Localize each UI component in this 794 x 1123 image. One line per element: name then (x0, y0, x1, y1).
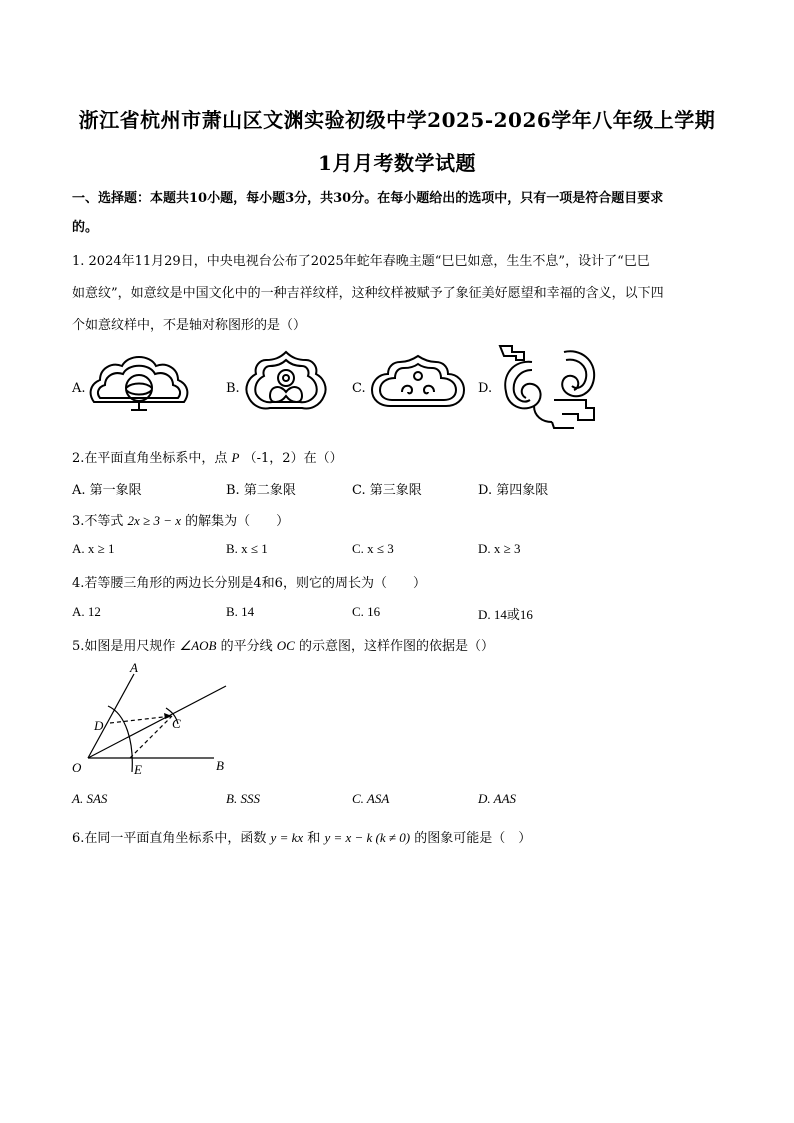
ray-oc (88, 686, 226, 758)
ruyi-pattern-d-image (494, 342, 606, 432)
q4-option-c: C. 16 (352, 604, 381, 619)
question-2 (72, 447, 343, 466)
q6-function-1: y = kx (270, 830, 304, 845)
q6-function-2: y = x − k (k ≠ 0) (324, 830, 411, 845)
ruyi-pattern-a-image (86, 350, 192, 420)
q3-stem-post: 的解集为（ ） (185, 514, 290, 529)
label-d: D (94, 718, 104, 733)
q3-stem-pre: 3.不等式 (72, 514, 124, 529)
q1-option-a-label: A. (72, 381, 86, 396)
doc-title-line2: 1月月考数学试题 (318, 151, 476, 175)
label-b: B (216, 758, 224, 773)
q6-stem-post: 的图象可能是（ ） (414, 831, 532, 846)
q2-stem-post: （-1，2）在（） (243, 451, 343, 466)
q5-option-a: A. SAS (72, 791, 108, 806)
q4-option-b: B. 14 (226, 604, 255, 619)
arrow-head (164, 713, 172, 719)
question-6 (72, 827, 531, 846)
q2-stem-pre: 2.在平面直角坐标系中，点 (72, 451, 228, 466)
q2-option-a: A. 第一象限 (72, 483, 142, 498)
question-4: 4.若等腰三角形的两边长分别是4和6，则它的周长为（ ） (72, 576, 426, 591)
question-1-line3: 个如意纹样中，不是轴对称图形的是（） (72, 318, 307, 333)
label-c: C (172, 716, 181, 731)
q5-option-b: B. SSS (226, 791, 260, 806)
q5-stem-pre: 5.如图是用尺规作 (72, 639, 176, 654)
angle-bisector-figure (68, 660, 238, 782)
ruyi-pattern-c-image (366, 352, 470, 418)
q2-point-label: P (231, 450, 240, 465)
section-heading-cont: 的。 (72, 220, 99, 235)
q3-option-b: B. x ≤ 1 (226, 541, 268, 556)
question-1-line1: 1. 2024年11月29日，中央电视台公布了2025年蛇年春晚主题“巳巳如意，生生不息”，设计了“巳巳 (72, 254, 650, 269)
doc-title-line1: 浙江省杭州市萧山区文渊实验初级中学2025-2026学年八年级上学期 (78, 108, 716, 132)
q5-angle: ∠AOB (179, 638, 217, 653)
q3-inequality: 2x ≥ 3 − x (127, 513, 181, 528)
q5-bisector-label: OC (276, 638, 295, 653)
label-a: A (130, 660, 138, 675)
q6-and: 和 (307, 831, 321, 846)
question-5 (72, 635, 494, 654)
q5-option-d: D. AAS (478, 791, 517, 806)
q5-option-c: C. ASA (352, 791, 390, 806)
q2-option-b: B. 第二象限 (226, 483, 296, 498)
ruyi-pattern-b-image (240, 348, 332, 422)
q1-option-b-label: B. (226, 381, 240, 396)
q4-option-a: A. 12 (72, 604, 101, 619)
q3-option-a: A. x ≥ 1 (72, 541, 115, 556)
q2-option-d: D. 第四象限 (478, 483, 549, 498)
section-heading: 一、选择题：本题共10小题，每小题3分，共30分。在每小题给出的选项中，只有一项是符合题目要求 (72, 191, 664, 206)
dashed-ec (130, 716, 172, 758)
q4-option-d: D. 14或16 (478, 607, 533, 622)
q3-option-c: C. x ≤ 3 (352, 541, 394, 556)
question-3 (72, 510, 289, 529)
q1-option-d-label: D. (478, 381, 493, 396)
question-1-line2: 如意纹”，如意纹是中国文化中的一种吉祥纹样，这种纹样被赋予了象征美好愿望和幸福的含义，以下四 (72, 286, 664, 301)
q6-stem-pre: 6.在同一平面直角坐标系中，函数 (72, 831, 267, 846)
q5-stem-mid: 的平分线 (220, 639, 273, 654)
label-o: O (72, 760, 82, 775)
q3-option-d: D. x ≥ 3 (478, 541, 521, 556)
q1-option-c-label: C. (352, 381, 366, 396)
q5-stem-post: 的示意图，这样作图的依据是（） (298, 639, 494, 654)
label-e: E (134, 762, 142, 777)
q2-option-c: C. 第三象限 (352, 483, 422, 498)
